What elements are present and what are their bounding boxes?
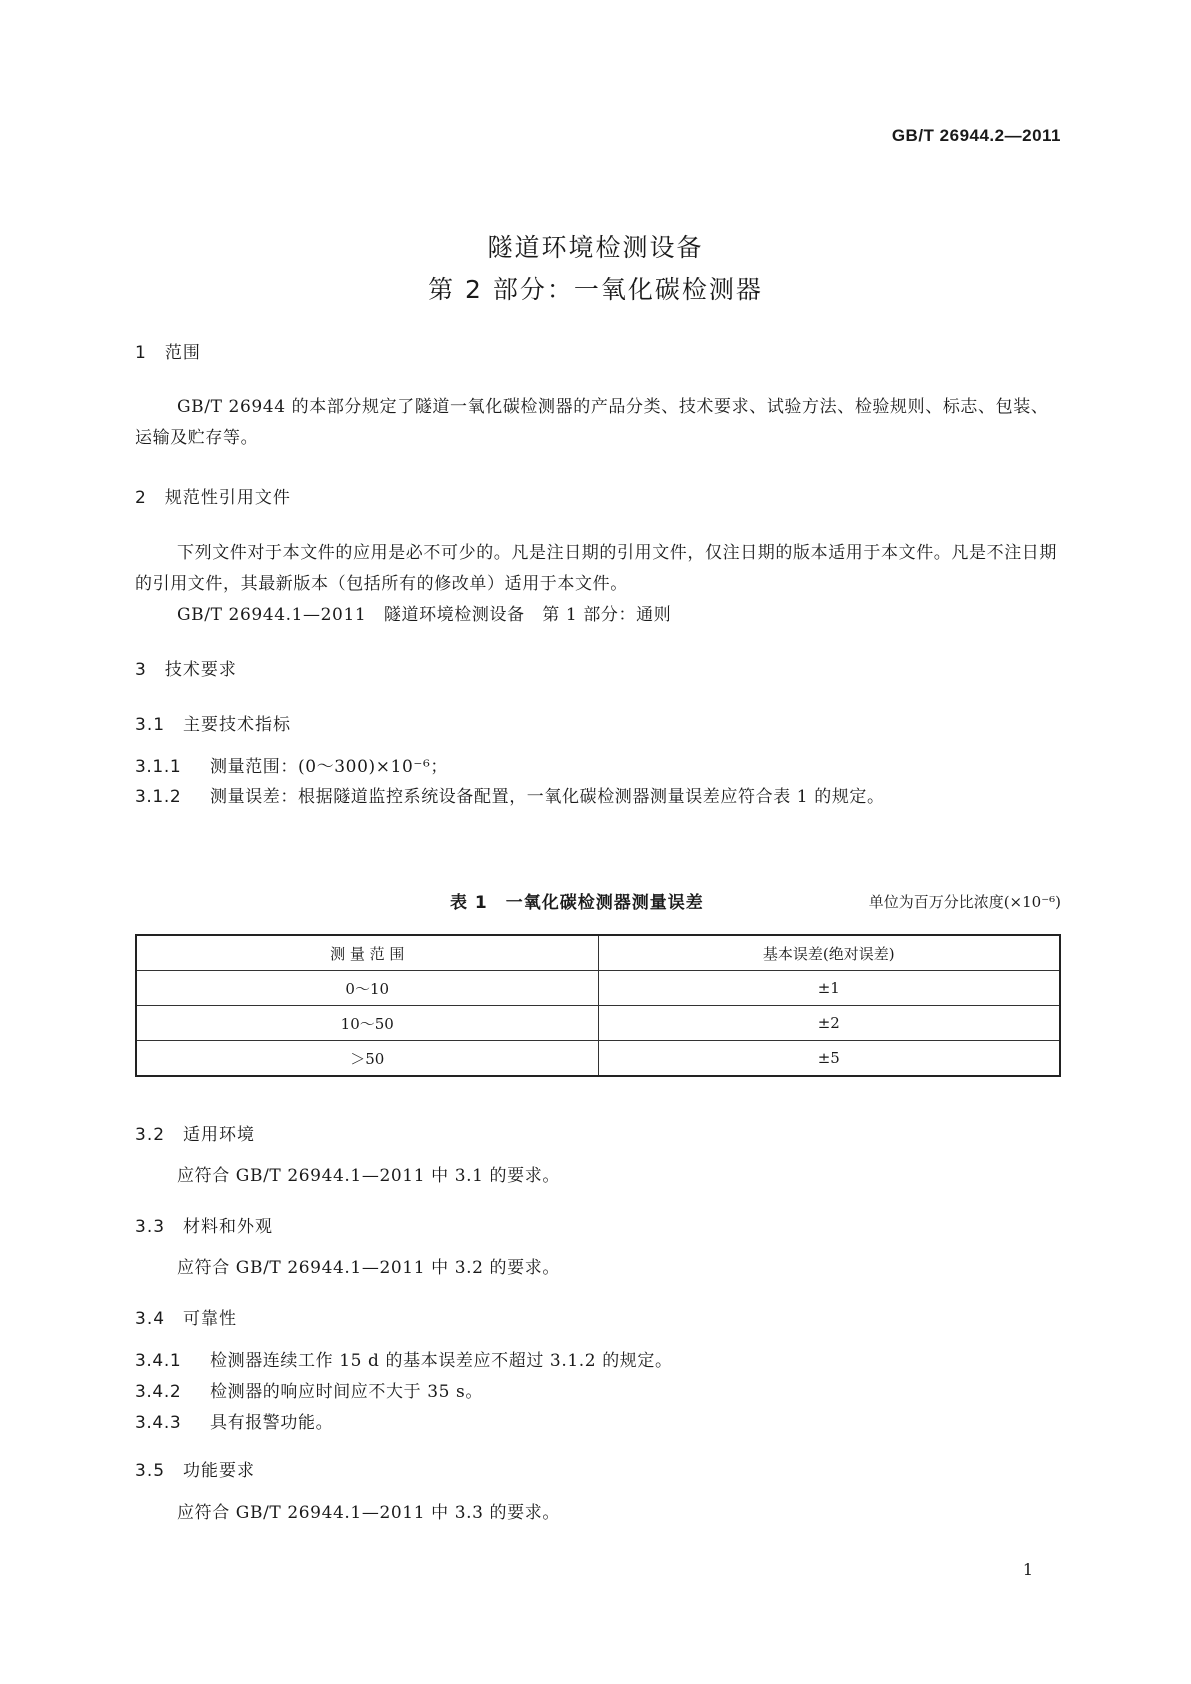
standard-number: GB/T 26944.2—2011 — [891, 126, 1061, 145]
table-cell-range: 10～50 — [136, 1006, 598, 1041]
normative-reference — [135, 600, 1059, 631]
table-row — [136, 1041, 1060, 1077]
paragraph-text: 应符合 GB/T 26944.1—2011 中 3.3 的要求。 — [177, 1503, 560, 1523]
clause-number: 3.1.1 — [135, 757, 182, 777]
clause-number: 3.4.1 — [135, 1351, 182, 1371]
section-title: 主要技术指标 — [183, 715, 292, 735]
section-number: 3.1 — [135, 715, 166, 735]
section-title: 材料和外观 — [183, 1217, 274, 1237]
section-title: 规范性引用文件 — [164, 488, 291, 508]
paragraph-text: 应符合 GB/T 26944.1—2011 中 3.1 的要求。 — [177, 1166, 560, 1186]
clause-number: 3.4.3 — [135, 1413, 182, 1433]
clause-text: 测量误差：根据隧道监控系统设备配置，一氧化碳检测器测量误差应符合表 1 的规定。 — [210, 787, 885, 807]
section-number: 3.3 — [135, 1217, 166, 1237]
section-title: 范围 — [164, 343, 201, 363]
section-title: 可靠性 — [183, 1309, 238, 1329]
section-3-5-heading — [135, 1456, 255, 1481]
table-header-range: 测 量 范 围 — [136, 935, 598, 971]
clause-text: 检测器连续工作 15 d 的基本误差应不超过 3.1.2 的规定。 — [210, 1351, 673, 1371]
section-3-2-heading — [135, 1120, 255, 1145]
section-number: 3 — [135, 660, 147, 680]
table-caption — [450, 888, 704, 913]
clause-3-4-3 — [135, 1408, 333, 1433]
document-title: 隧道环境检测设备 — [487, 233, 704, 262]
section-3-1-heading — [135, 710, 291, 735]
table-number: 表 1 — [450, 893, 488, 913]
page-number: 1 — [1022, 1560, 1033, 1579]
measurement-error-table — [135, 934, 1061, 1077]
section-3-3-heading — [135, 1212, 273, 1237]
section-number: 2 — [135, 488, 147, 508]
clause-number: 3.1.2 — [135, 787, 182, 807]
table-cell-error: ±1 — [598, 971, 1060, 1006]
section-number: 3.2 — [135, 1125, 166, 1145]
clause-3-1-2 — [135, 782, 885, 807]
section-number: 3.5 — [135, 1461, 166, 1481]
table-cell-error: ±5 — [598, 1041, 1060, 1077]
paragraph-text: GB/T 26944 的本部分规定了隧道一氧化碳检测器的产品分类、技术要求、试验方法、检验规则、标志、包装、运输及贮存等。 — [135, 397, 1049, 448]
table-row — [136, 971, 1060, 1006]
table-row — [136, 1006, 1060, 1041]
section-3-2-paragraph — [135, 1161, 1059, 1192]
table-header-row — [136, 935, 1060, 971]
clause-text: 检测器的响应时间应不大于 35 s。 — [210, 1382, 483, 1402]
clause-3-4-2 — [135, 1377, 483, 1402]
clause-3-1-1 — [135, 752, 448, 777]
clause-text: 测量范围：(0～300)×10⁻⁶； — [210, 757, 448, 777]
section-3-4-heading — [135, 1304, 237, 1329]
section-1-paragraph — [135, 392, 1059, 454]
section-title: 功能要求 — [183, 1461, 256, 1481]
section-number: 1 — [135, 343, 147, 363]
section-number: 3.4 — [135, 1309, 166, 1329]
paragraph-text: 应符合 GB/T 26944.1—2011 中 3.2 的要求。 — [177, 1258, 560, 1278]
table-cell-range: 0～10 — [136, 971, 598, 1006]
table-cell-error: ±2 — [598, 1006, 1060, 1041]
document-subtitle: 第 2 部分：一氧化碳检测器 — [428, 275, 763, 304]
table-unit: 单位为百万分比浓度(×10⁻⁶) — [868, 893, 1061, 911]
table-header-error: 基本误差(绝对误差) — [598, 935, 1060, 971]
section-3-heading — [135, 655, 237, 680]
section-1-heading — [135, 338, 201, 363]
section-2-paragraph — [135, 538, 1059, 600]
clause-text: 具有报警功能。 — [210, 1413, 334, 1433]
section-title: 适用环境 — [183, 1125, 256, 1145]
section-3-5-paragraph — [135, 1498, 1059, 1529]
reference-text: GB/T 26944.1—2011 隧道环境检测设备 第 1 部分：通则 — [177, 605, 672, 625]
section-3-3-paragraph — [135, 1253, 1059, 1284]
clause-3-4-1 — [135, 1346, 673, 1371]
paragraph-text: 下列文件对于本文件的应用是必不可少的。凡是注日期的引用文件，仅注日期的版本适用于本文件。凡是不注日期的引用文件，其最新版本（包括所有的修改单）适用于本文件。 — [135, 543, 1057, 594]
section-title: 技术要求 — [164, 660, 237, 680]
table-cell-range: ＞50 — [136, 1041, 598, 1077]
table-title: 一氧化碳检测器测量误差 — [505, 893, 704, 913]
clause-number: 3.4.2 — [135, 1382, 182, 1402]
section-2-heading — [135, 483, 291, 508]
